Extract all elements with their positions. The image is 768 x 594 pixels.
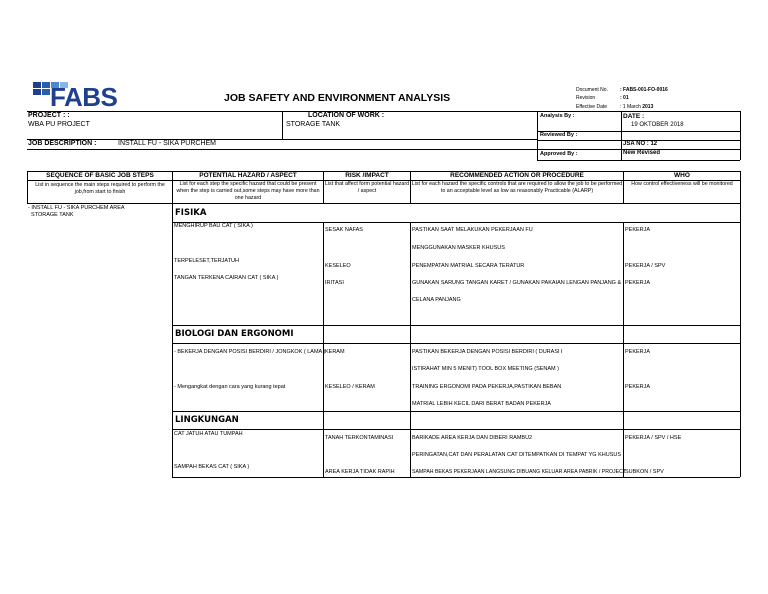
lingkungan-risk-3: AREA KERJA TIDAK RAPIH <box>325 469 395 475</box>
approved-by-label: Approved By : <box>540 151 578 157</box>
fisika-action-1: PASTIKAN SAAT MELAKUKAN PEKERJAAN FU <box>412 227 533 233</box>
section-title-fisika: FISIKA <box>175 208 207 218</box>
biologi-who-3: PEKERJA <box>625 384 651 390</box>
fisika-hazard-3: TERPELESET,TERJATUH <box>174 258 239 264</box>
col-header-who: WHO <box>674 172 690 179</box>
col-note-action: List for each hazard the specific controls that are required to allow the job to be performed to an acceptable level as low as reasonably Practicable (ALARP) <box>411 181 623 194</box>
project-label: PROJECT : : <box>28 112 70 119</box>
biologi-risk-3: KESELEO / KERAM <box>325 384 375 390</box>
reviewed-by-label: Reviewed By : <box>540 132 578 138</box>
fisika-who-3: PEKERJA / SPV <box>625 263 666 269</box>
document-no-value: : FABS-001-FO-0016 <box>620 87 668 93</box>
biologi-who-1: PEKERJA <box>625 349 651 355</box>
revision-value: : 01 <box>620 95 629 101</box>
lingkungan-who-3: SUBKON / SPV <box>625 469 664 475</box>
col-note-hazard: List for each step the specific hazard that could be present when the step is carried out,some steps may have more than one hazard <box>176 181 320 201</box>
col-note-risk: List that affect form potential hazard / aspect <box>324 181 410 194</box>
fisika-who-1: PEKERJA <box>625 227 651 233</box>
effective-date-value <box>620 104 653 111</box>
fisika-who-4: PEKERJA <box>625 280 651 286</box>
job-description-value: INSTALL FU - SIKA PURCHEM <box>118 140 217 147</box>
date-label: DATE : <box>623 113 645 120</box>
lingkungan-action-2: PERINGATAN,CAT DAN PERALATAN CAT DITEMPATKAN DI TEMPAT YG KHUSUS <box>412 452 622 458</box>
location-value: STORAGE TANK <box>286 121 341 128</box>
fisika-action-2: MENGGUNAKAN MASKER KHUSUS <box>412 245 505 251</box>
biologi-hazard-3: - Mengangkat dengan cara yang kurang tepat <box>174 384 286 390</box>
fisika-action-3: PENEMPATAN MATRIAL SECARA TERATUR <box>412 263 525 269</box>
lingkungan-action-3: SAMPAH BEKAS PEKERJAAN LANGSUNG DIBUANG KELUAR AREA PABRIK / PROJECT <box>412 469 626 475</box>
col-note-sequence: List in sequence the main steps required to perform the job,from start to finish <box>35 182 165 195</box>
fisika-risk-3: KESELEO <box>325 263 351 269</box>
date-value: 19 OKTOBER 2018 <box>631 122 684 128</box>
lingkungan-action-1: BARIKADE AREA KERJA DAN DIBERI RAMBU2 <box>412 435 533 441</box>
col-header-action: RECOMMENDED ACTION OR PROCEDURE <box>450 172 584 179</box>
jsa-status: New Revised <box>623 150 661 156</box>
biologi-action-1: PASTIKAN BEKERJA DENGAN POSISI BERDIRI ( DURASI I <box>412 349 563 355</box>
revision-label: Revision <box>576 95 596 101</box>
effective-date-year: 2013 <box>642 104 654 110</box>
fisika-risk-1: SESAK NAFAS <box>325 227 363 233</box>
lingkungan-hazard-3: SAMPAH BEKAS CAT ( SIKA ) <box>174 464 250 470</box>
analysis-by-label: Analysis By : <box>540 113 575 119</box>
project-value: WBA PU PROJECT <box>28 121 90 128</box>
col-note-who: How control effectiveness will be monitored <box>631 181 733 187</box>
col-header-sequence: SEQUENCE OF BASIC JOB STEPS <box>46 172 154 179</box>
biologi-action-3: TRAINING ERGONOMI PADA PEKERJA,PASTIKAN BEBAN <box>412 384 562 390</box>
section-title-biologi: BIOLOGI DAN ERGONOMI <box>175 329 294 339</box>
col-header-risk: RISK /IMPACT <box>345 172 389 179</box>
lingkungan-hazard-1: CAT JATUH ATAU TUMPAH <box>174 431 243 437</box>
logo <box>33 80 153 110</box>
fisika-hazard-1: MENGHIRUP BAU CAT ( SIKA ) <box>174 223 253 229</box>
effective-date-label: Effective Date <box>576 104 608 110</box>
job-step: - INSTALL FU - SIKA PURCHEM AREA STORAGE TANK <box>28 205 125 218</box>
biologi-hazard-1: - BEKERJA DENGAN POSISI BERDIRI / JONGKOK ( LAMA ) <box>174 349 326 355</box>
jsa-number: JSA NO : 12 <box>623 141 658 147</box>
fisika-risk-4: IRITASI <box>325 280 344 286</box>
effective-date-day: : 1 March <box>620 104 643 110</box>
fisika-hazard-4: TANGAN TERKENA CAIRAN CAT ( SIKA ) <box>174 275 279 281</box>
biologi-action-4: MATRIAL LEBIH KECIL DARI BERAT BADAN PEKERJA <box>412 401 551 407</box>
biologi-risk-1: KERAM <box>325 349 345 355</box>
page-title: JOB SAFETY AND ENVIRONMENT ANALYSIS <box>224 92 451 104</box>
col-header-hazard: POTENTIAL HAZARD / ASPECT <box>199 172 297 179</box>
lingkungan-risk-1: TANAH TERKONTAMINASI <box>325 435 394 441</box>
fisika-action-4: GUNAKAN SARUNG TANGAN KARET / GUNAKAN PAKAIAN LENGAN PANJANG & <box>412 280 622 286</box>
location-label: LOCATION OF WORK : <box>308 112 385 119</box>
document-no-label: Document No. <box>576 87 608 93</box>
logo-text: FABS <box>50 82 118 112</box>
job-description-label: JOB DESCRIPTION : <box>28 140 97 147</box>
lingkungan-who-1: PEKERJA / SPV / HSE <box>625 435 682 441</box>
fisika-action-5: CELANA PANJANG <box>412 297 461 303</box>
section-title-lingkungan: LINGKUNGAN <box>175 415 239 425</box>
biologi-action-2: ISTIRAHAT MIN 5 MENIT) TOOL BOX MEETING (SENAM ) <box>412 366 559 372</box>
